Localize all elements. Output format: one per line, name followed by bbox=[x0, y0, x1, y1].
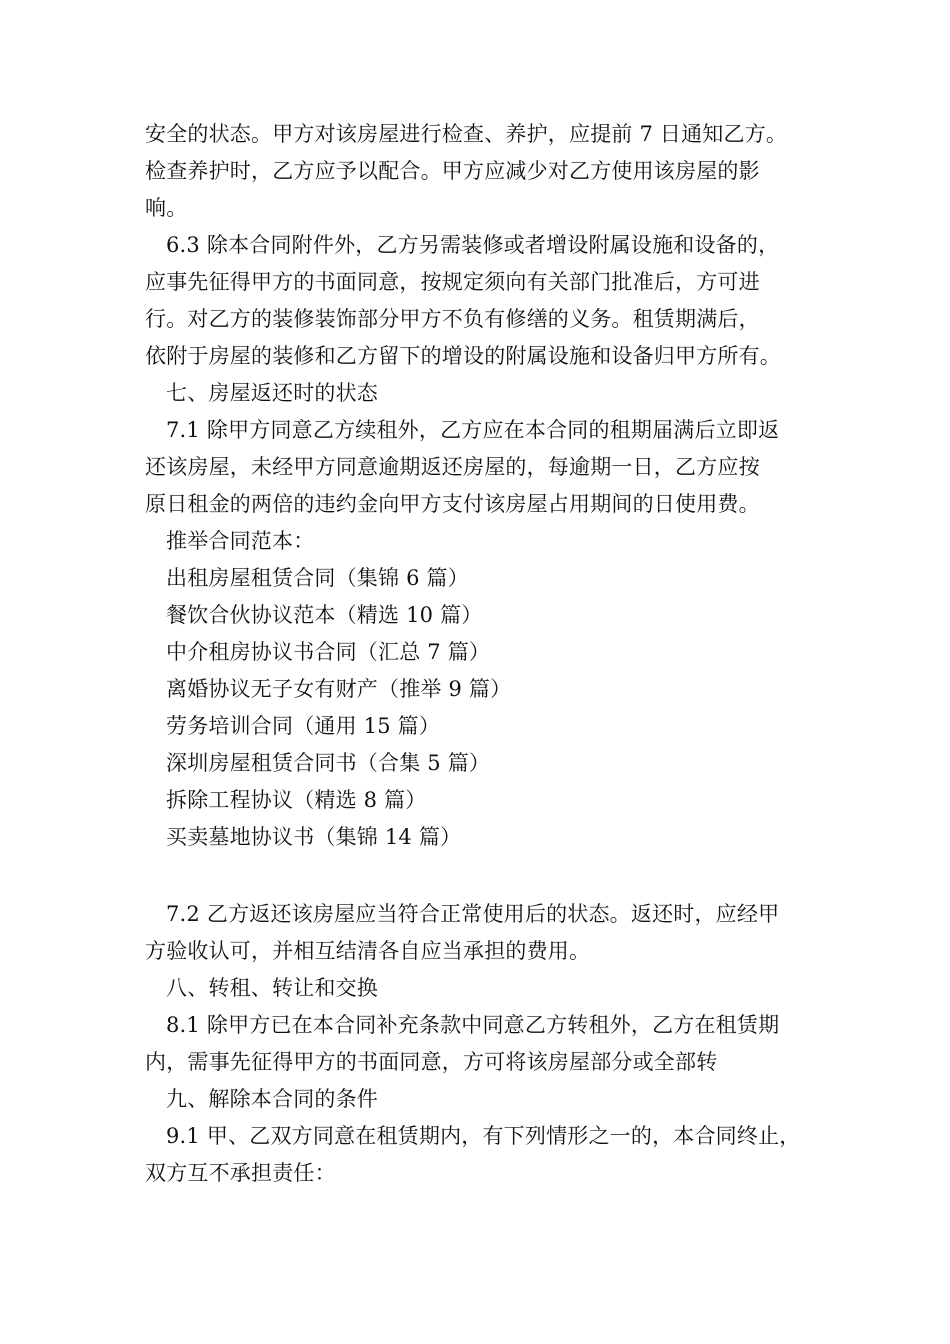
document-page bbox=[145, 116, 845, 1192]
section-9-heading: 九、解除本合同的条件 bbox=[166, 1087, 378, 1111]
recommend-link[interactable]: 拆除工程协议（精选 8 篇） bbox=[166, 788, 427, 812]
paragraph-line: 依附于房屋的装修和乙方留下的增设的附属设施和设备归甲方所有。 bbox=[145, 344, 781, 368]
recommend-link[interactable]: 中介租房协议书合同（汇总 7 篇） bbox=[166, 640, 491, 664]
clause-8-1-line: 8.1 除甲方已在本合同补充条款中同意乙方转租外，乙方在租赁期 bbox=[166, 1013, 780, 1037]
paragraph-line: 响。 bbox=[145, 196, 188, 220]
paragraph-line: 检查养护时，乙方应予以配合。甲方应减少对乙方使用该房屋的影 bbox=[145, 159, 760, 183]
recommend-link[interactable]: 餐饮合伙协议范本（精选 10 篇） bbox=[166, 603, 483, 627]
recommend-link[interactable]: 买卖墓地协议书（集锦 14 篇） bbox=[166, 825, 462, 849]
recommend-heading: 推举合同范本： bbox=[166, 529, 315, 553]
clause-7-1-line: 7.1 除甲方同意乙方续租外，乙方应在本合同的租期届满后立即返 bbox=[166, 418, 780, 442]
recommend-link[interactable]: 劳务培训合同（通用 15 篇） bbox=[166, 714, 441, 738]
paragraph-line: 原日租金的两倍的违约金向甲方支付该房屋占用期间的日使用费。 bbox=[145, 492, 760, 516]
paragraph-line: 应事先征得甲方的书面同意，按规定须向有关部门批准后，方可进 bbox=[145, 270, 760, 294]
recommend-link[interactable]: 离婚协议无子女有财产（推举 9 篇） bbox=[166, 677, 512, 701]
clause-9-1-line: 9.1 甲、乙双方同意在租赁期内，有下列情形之一的，本合同终止， bbox=[166, 1124, 801, 1148]
blank-spacer bbox=[145, 856, 845, 896]
clause-7-2-line: 7.2 乙方返还该房屋应当符合正常使用后的状态。返还时，应经甲 bbox=[166, 902, 780, 926]
paragraph-line: 双方互不承担责任： bbox=[145, 1161, 336, 1185]
section-7-heading: 七、房屋返还时的状态 bbox=[166, 381, 378, 405]
section-8-heading: 八、转租、转让和交换 bbox=[166, 976, 378, 1000]
paragraph-line: 安全的状态。甲方对该房屋进行检查、养护，应提前 7 日通知乙方。 bbox=[145, 122, 788, 146]
paragraph-line: 方验收认可，并相互结清各自应当承担的费用。 bbox=[145, 939, 591, 963]
paragraph-line: 还该房屋，未经甲方同意逾期返还房屋的，每逾期一日，乙方应按 bbox=[145, 455, 760, 479]
recommend-link[interactable]: 出租房屋租赁合同（集锦 6 篇） bbox=[166, 566, 469, 590]
clause-6-3-line: 6.3 除本合同附件外，乙方另需装修或者增设附属设施和设备的， bbox=[166, 233, 780, 257]
paragraph-line: 内，需事先征得甲方的书面同意，方可将该房屋部分或全部转 bbox=[145, 1050, 718, 1074]
paragraph-line: 行。对乙方的装修装饰部分甲方不负有修缮的义务。租赁期满后， bbox=[145, 307, 760, 331]
recommend-link[interactable]: 深圳房屋租赁合同书（合集 5 篇） bbox=[166, 751, 491, 775]
